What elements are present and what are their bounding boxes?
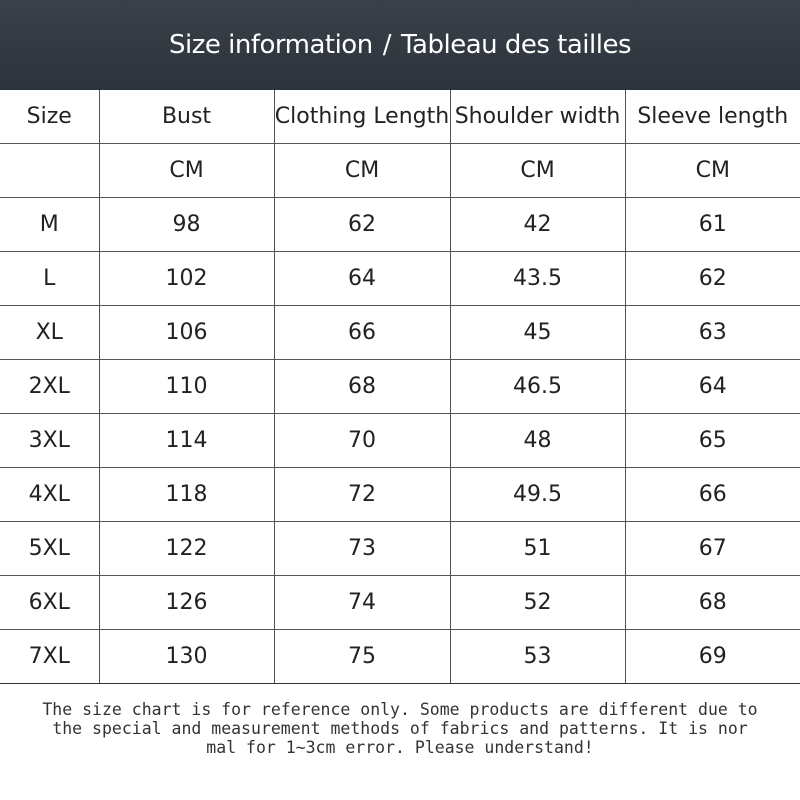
cell-shoulder-width: 45: [450, 306, 625, 360]
cell-shoulder-width: 43.5: [450, 252, 625, 306]
unit-clothing-length: CM: [274, 144, 450, 198]
cell-shoulder-width: 42: [450, 198, 625, 252]
banner-separator: /: [382, 30, 391, 60]
table-row: [0, 198, 800, 252]
cell-clothing-length: 75: [274, 630, 450, 684]
cell-size: L: [0, 252, 99, 306]
cell-sleeve-length: 63: [625, 306, 800, 360]
cell-size: 6XL: [0, 576, 99, 630]
cell-sleeve-length: 65: [625, 414, 800, 468]
note-line: the special and measurement methods of fabrics and patterns. It is nor: [52, 719, 748, 738]
cell-shoulder-width: 49.5: [450, 468, 625, 522]
unit-bust: CM: [99, 144, 274, 198]
cell-size: 4XL: [0, 468, 99, 522]
table-row: [0, 306, 800, 360]
cell-sleeve-length: 62: [625, 252, 800, 306]
header-row: [0, 90, 800, 144]
size-table-container: [0, 90, 800, 684]
table-row: [0, 576, 800, 630]
cell-bust: 114: [99, 414, 274, 468]
cell-size: 5XL: [0, 522, 99, 576]
cell-size: 2XL: [0, 360, 99, 414]
banner-title-fr: Tableau des tailles: [400, 30, 632, 60]
cell-clothing-length: 62: [274, 198, 450, 252]
cell-bust: 118: [99, 468, 274, 522]
cell-shoulder-width: 48: [450, 414, 625, 468]
size-table: [0, 90, 800, 684]
cell-clothing-length: 73: [274, 522, 450, 576]
units-row: [0, 144, 800, 198]
size-info-banner: [0, 0, 800, 90]
table-row: [0, 630, 800, 684]
unit-size: [0, 144, 99, 198]
cell-bust: 122: [99, 522, 274, 576]
note-line: mal for 1~3cm error. Please understand!: [206, 738, 594, 757]
header-size: Size: [0, 90, 99, 144]
cell-size: M: [0, 198, 99, 252]
cell-clothing-length: 74: [274, 576, 450, 630]
cell-bust: 106: [99, 306, 274, 360]
table-row: [0, 360, 800, 414]
cell-sleeve-length: 64: [625, 360, 800, 414]
header-bust: Bust: [99, 90, 274, 144]
unit-shoulder-width: CM: [450, 144, 625, 198]
table-row: [0, 522, 800, 576]
cell-sleeve-length: 66: [625, 468, 800, 522]
table-row: [0, 468, 800, 522]
header-shoulder-width: Shoulder width: [450, 90, 625, 144]
cell-shoulder-width: 46.5: [450, 360, 625, 414]
cell-bust: 110: [99, 360, 274, 414]
cell-clothing-length: 68: [274, 360, 450, 414]
banner-title-en: Size information: [168, 30, 373, 60]
cell-size: 7XL: [0, 630, 99, 684]
cell-shoulder-width: 53: [450, 630, 625, 684]
size-table-body: [0, 90, 800, 684]
header-sleeve-length: Sleeve length: [625, 90, 800, 144]
cell-bust: 102: [99, 252, 274, 306]
table-row: [0, 414, 800, 468]
cell-clothing-length: 72: [274, 468, 450, 522]
cell-clothing-length: 70: [274, 414, 450, 468]
cell-sleeve-length: 68: [625, 576, 800, 630]
cell-shoulder-width: 51: [450, 522, 625, 576]
cell-sleeve-length: 67: [625, 522, 800, 576]
cell-size: 3XL: [0, 414, 99, 468]
note-line: The size chart is for reference only. Some products are different due to: [42, 700, 758, 719]
cell-bust: 98: [99, 198, 274, 252]
cell-size: XL: [0, 306, 99, 360]
cell-bust: 126: [99, 576, 274, 630]
cell-clothing-length: 66: [274, 306, 450, 360]
unit-sleeve-length: CM: [625, 144, 800, 198]
cell-sleeve-length: 61: [625, 198, 800, 252]
cell-shoulder-width: 52: [450, 576, 625, 630]
size-disclaimer-note: [0, 700, 800, 757]
cell-bust: 130: [99, 630, 274, 684]
cell-sleeve-length: 69: [625, 630, 800, 684]
cell-clothing-length: 64: [274, 252, 450, 306]
header-clothing-length: Clothing Length: [274, 90, 450, 144]
table-row: [0, 252, 800, 306]
